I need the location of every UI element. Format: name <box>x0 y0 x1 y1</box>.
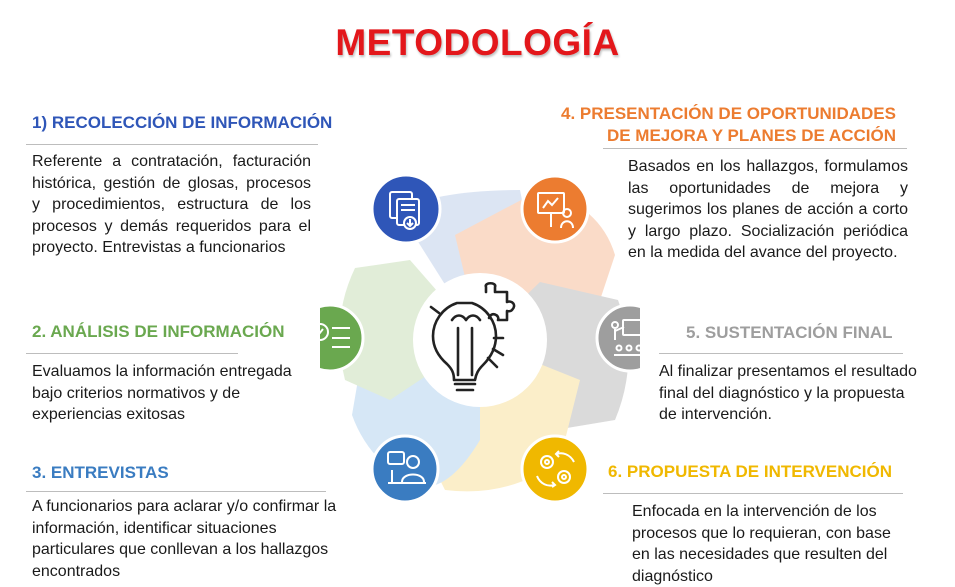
step-6-icon-circle <box>522 436 588 502</box>
step-3-rule <box>26 491 326 492</box>
step-1-icon-circle <box>372 175 440 243</box>
step-6-heading: 6. PROPUESTA DE INTERVENCIÓN <box>608 462 893 481</box>
step-3-text: A funcionarios para aclarar y/o confirmar la información, identificar situaciones particulares que conllevan a los hallazgos encontrados <box>32 498 337 580</box>
step-6-text: Enfocada en la intervención de los procesos que lo requieran, con base en las necesidades que resulten del diagnóstico <box>632 503 891 585</box>
step-4-heading-line-1: 4. PRESENTACIÓN DE OPORTUNIDADES <box>560 104 896 123</box>
step-5-rule <box>659 353 903 354</box>
step-6-rule <box>603 493 903 494</box>
step-5-heading: 5. SUSTENTACIÓN FINAL <box>686 323 893 342</box>
step-4-text: Basados en los hallazgos, formulamos las oportunidades de mejora y sugerimos los planes de acción a corto y largo plazo. Socialización periódica en la medida del avance del proyecto. <box>628 158 908 261</box>
page-title: METODOLOGÍA <box>335 22 620 63</box>
step-3-heading: 3. ENTREVISTAS <box>32 463 169 482</box>
cycle-diagram <box>320 168 640 508</box>
step-5-text: Al finalizar presentamos el resultado final del diagnóstico y la propuesta de intervención. <box>659 363 917 423</box>
step-2-rule <box>26 353 238 354</box>
step-2-heading: 2. ANÁLISIS DE INFORMACIÓN <box>32 322 285 341</box>
step-3-icon-circle <box>372 436 438 502</box>
step-4-heading-line-2: DE MEJORA Y PLANES DE ACCIÓN <box>606 126 896 145</box>
step-1-rule <box>26 144 318 145</box>
step-2-text: Evaluamos la información entregada bajo criterios normativos y de experiencias exitosas <box>32 363 292 423</box>
step-4-icon-circle <box>522 176 588 242</box>
step-4-rule <box>603 148 907 149</box>
step-1-text: Referente a contratación, facturación histórica, gestión de glosas, procesos y procedimientos, estructura de los procesos y demás requeridos para el proyecto. Entrevistas a funcionarios <box>32 153 311 256</box>
step-1-heading: 1) RECOLECCIÓN DE INFORMACIÓN <box>32 113 333 132</box>
